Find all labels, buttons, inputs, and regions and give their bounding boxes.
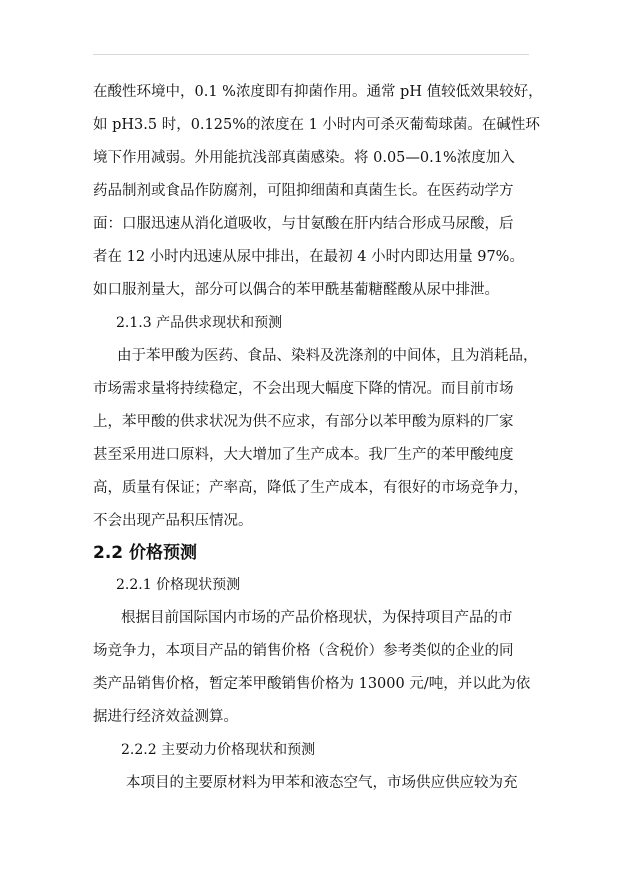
paragraph-1-line-5: 面：口服迅速从消化道吸收，与甘氨酸在肝内结合形成马尿酸，后	[93, 216, 514, 232]
section-2-2-heading: 2.2 价格预测	[93, 543, 198, 563]
section-2-2-2-heading: 2.2.2 主要动力价格现状和预测	[121, 742, 316, 758]
section-2-1-3-line-6: 不会出现产品积压情况。	[93, 513, 253, 529]
paragraph-1-line-1: 在酸性环境中，0.1 %浓度即有抑菌作用。通常 pH 值较低效果较好，	[93, 84, 543, 100]
page-header-rule	[93, 54, 529, 55]
section-2-2-2-line-1: 本项目的主要原材料为甲苯和液态空气，市场供应供应较为充	[126, 775, 518, 791]
paragraph-1-line-7: 如口服剂量大，部分可以偶合的苯甲酰基葡糖醛酸从尿中排泄。	[93, 282, 499, 298]
section-2-2-1-line-2: 场竞争力，本项目产品的销售价格（含税价）参考类似的企业的同	[93, 643, 514, 659]
paragraph-1-line-3: 境下作用减弱。外用能抗浅部真菌感染。将 0.05—0.1%浓度加入	[93, 150, 515, 166]
section-2-2-1-line-1: 根据目前国际国内市场的产品价格现状，为保持项目产品的市	[121, 610, 513, 626]
section-2-1-3-line-1: 由于苯甲酸为医药、食品、染料及洗涤剂的中间体，且为消耗品，	[117, 348, 538, 364]
section-2-1-3-line-5: 高，质量有保证；产率高，降低了生产成本，有很好的市场竞争力，	[93, 480, 528, 496]
section-2-1-3-line-3: 上，苯甲酸的供求状况为供不应求，有部分以苯甲酸为原料的厂家	[93, 414, 514, 430]
paragraph-1-line-4: 药品制剂或食品作防腐剂，可阻抑细菌和真菌生长。在医药动学方	[93, 183, 514, 199]
section-2-1-3-heading: 2.1.3 产品供求现状和预测	[116, 315, 283, 331]
section-2-2-1-line-4: 据进行经济效益测算。	[93, 709, 238, 725]
section-2-1-3-line-2: 市场需求量将持续稳定，不会出现大幅度下降的情况。而目前市场	[93, 381, 514, 397]
section-2-2-1-heading: 2.2.1 价格现状预测	[116, 577, 241, 593]
section-2-1-3-line-4: 甚至采用进口原料，大大增加了生产成本。我厂生产的苯甲酸纯度	[93, 447, 514, 463]
section-2-2-1-line-3: 类产品销售价格，暂定苯甲酸销售价格为 13000 元/吨，并以此为依	[93, 676, 531, 692]
paragraph-1-line-6: 者在 12 小时内迅速从尿中排出，在最初 4 小时内即达用量 97%。	[93, 249, 524, 265]
paragraph-1-line-2: 如 pH3.5 时，0.125%的浓度在 1 小时内可杀灭葡萄球菌。在碱性环	[93, 117, 540, 133]
